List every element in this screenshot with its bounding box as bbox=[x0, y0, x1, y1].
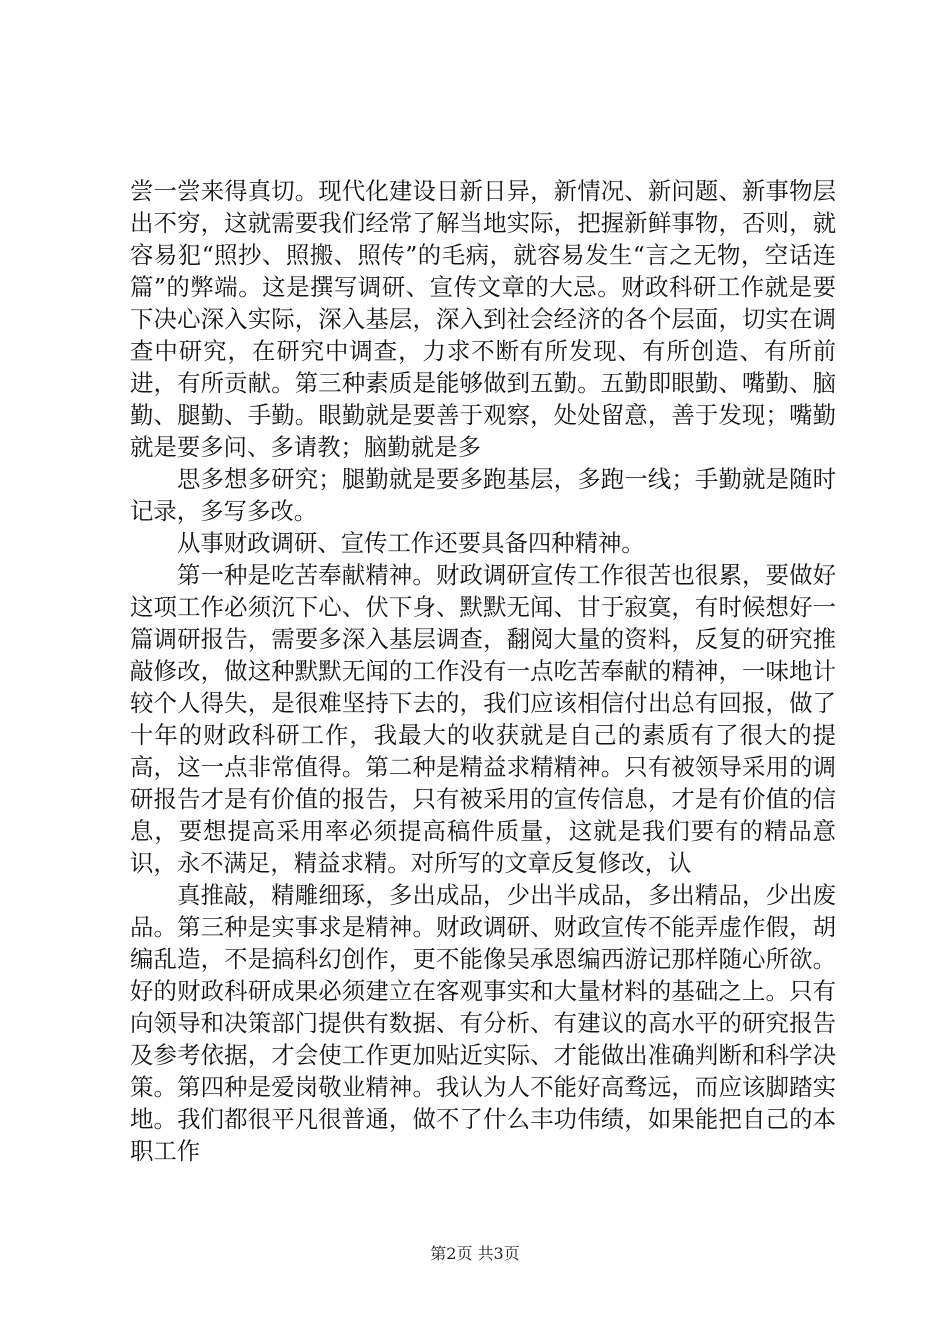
paragraph-2: 思多想多研究；腿勤就是要多跑基层，多跑一线；手勤就是随时记录，多写多改。 bbox=[130, 465, 836, 525]
paragraph-3: 从事财政调研、宣传工作还要具备四种精神。 bbox=[177, 529, 645, 557]
document-body bbox=[130, 175, 836, 1167]
paragraph-1: 尝一尝来得真切。现代化建设日新日异，新情况、新问题、新事物层出不穷，这就需要我们经常了解当地实际，把握新鲜事物，否则，就容易犯“照抄、照搬、照传”的毛病，就容易发生“言之无物，空话连篇”的弊端。这是撰写调研、宣传文章的大忌。财政科研工作就是要下决心深入实际，深入基层，深入到社会经济的各个层面，切实在调查中研究，在研究中调查，力求不断有所发现、有所创造、有所前进，有所贡献。第三种素质是能够做到五勤。五勤即眼勤、嘴勤、脑勤、腿勤、手勤。眼勤就是要善于观察，处处留意，善于发现；嘴勤就是要多问、多请教；脑勤就是多 bbox=[130, 177, 836, 461]
paragraph-4: 第一种是吃苦奉献精神。财政调研宣传工作很苦也很累，要做好这项工作必须沉下心、伏下身、默默无闻、甘于寂寞，有时候想好一篇调研报告，需要多深入基层调查，翻阅大量的资料，反复的研究推敲修改，做这种默默无闻的工作没有一点吃苦奉献的精神，一味地计较个人得失，是很难坚持下去的，我们应该相信付出总有回报，做了十年的财政科研工作，我最大的收获就是自己的素质有了很大的提高，这一点非常值得。第二种是精益求精精神。只有被领导采用的调研报告才是有价值的报告，只有被采用的宣传信息，才是有价值的信息，要想提高采用率必须提高稿件质量，这就是我们要有的精品意识，永不满足，精益求精。对所写的文章反复修改，认 bbox=[130, 561, 836, 877]
page-number-footer: 第2页 共3页 bbox=[430, 1244, 520, 1263]
paragraph-5: 真推敲，精雕细琢，多出成品，少出半成品，多出精品，少出废品。第三种是实事求是精神。财政调研、财政宣传不能弄虚作假，胡编乱造，不是搞科幻创作，更不能像吴承恩编西游记那样随心所欲。好的财政科研成果必须建立在客观事实和大量材料的基础之上。只有向领导和决策部门提供有数据、有分析、有建议的高水平的研究报告及参考依据，才会使工作更加贴近实际、才能做出准确判断和科学决策。第四种是爱岗敬业精神。我认为人不能好高骛远，而应该脚踏实地。我们都很平凡很普通，做不了什么丰功伟绩，如果能把自己的本职工作 bbox=[130, 881, 836, 1165]
